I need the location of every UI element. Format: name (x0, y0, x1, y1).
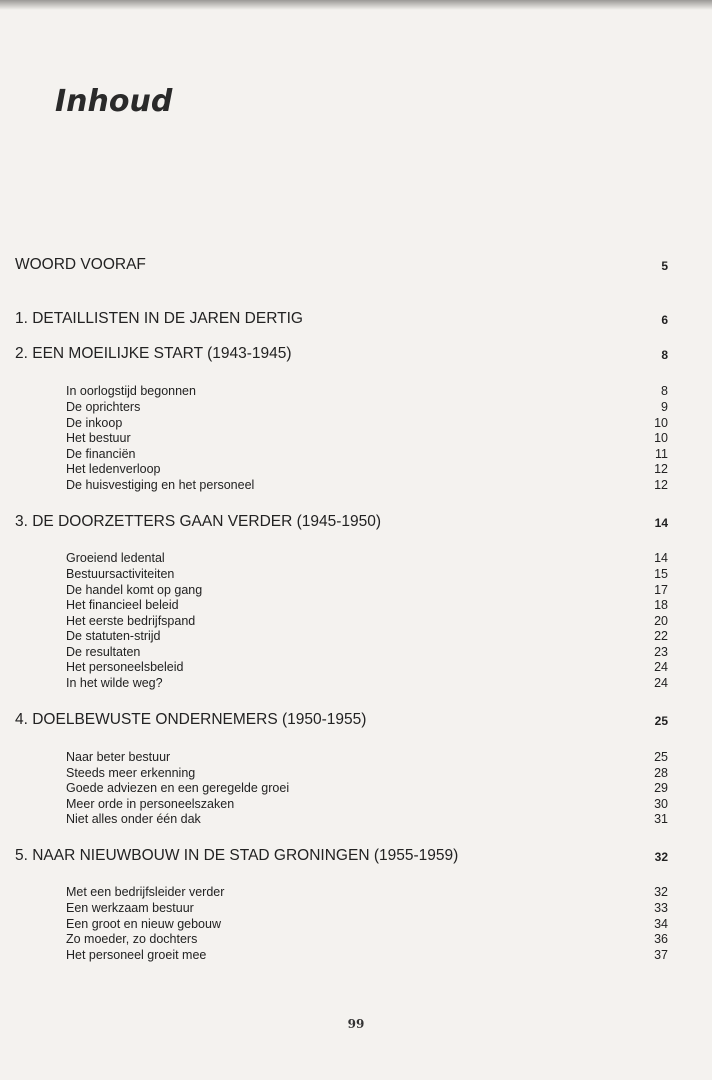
entry-title: Zo moeder, zo dochters (66, 932, 198, 946)
entry-page-number: 24 (654, 676, 668, 690)
entry-page-number: 29 (654, 781, 668, 795)
chapter-page-number: 5 (661, 259, 668, 273)
entry-title: Met een bedrijfsleider verder (66, 885, 225, 899)
entry-page-number: 31 (654, 812, 668, 826)
chapter-title: WOORD VOORAF (15, 256, 146, 273)
entry-title: Het eerste bedrijfspand (66, 614, 196, 628)
entry-title: In oorlogstijd begonnen (66, 384, 196, 398)
entry-title: Een groot en nieuw gebouw (66, 917, 221, 931)
entry-page-number: 12 (654, 478, 668, 492)
chapter-page-number: 25 (654, 714, 668, 728)
entry-title: Naar beter bestuur (66, 750, 171, 764)
page-title: Inhoud (55, 84, 173, 119)
entry-title: Bestuursactiviteiten (66, 567, 175, 581)
entry-title: Het financieel beleid (66, 598, 179, 612)
entry-page-number: 22 (654, 629, 668, 643)
entry-page-number: 12 (654, 462, 668, 476)
entry-title: Goede adviezen en een geregelde groei (66, 781, 290, 795)
entry-page-number: 33 (654, 901, 668, 915)
entry-page-number: 11 (655, 447, 668, 461)
entry-page-number: 28 (654, 766, 668, 780)
entry-title: Het ledenverloop (66, 462, 161, 476)
page-number-footer: 99 (347, 1017, 365, 1031)
entry-page-number: 20 (654, 614, 668, 628)
entry-title: Het personeelsbeleid (66, 660, 184, 674)
entry-page-number: 8 (661, 384, 668, 398)
entry-title: Groeiend ledental (66, 551, 165, 565)
entry-page-number: 9 (661, 400, 668, 414)
entry-title: Het bestuur (66, 431, 131, 445)
chapter-page-number: 14 (654, 516, 668, 530)
chapter-title: 1. DETAILLISTEN IN DE JAREN DERTIG (15, 310, 303, 327)
entry-title: Meer orde in personeelszaken (66, 797, 235, 811)
entry-page-number: 23 (654, 645, 668, 659)
entry-title: Niet alles onder één dak (66, 812, 201, 826)
entry-page-number: 15 (654, 567, 668, 581)
chapter-title: 3. DE DOORZETTERS GAAN VERDER (1945-1950) (15, 513, 382, 530)
entry-title: De inkoop (66, 416, 123, 430)
entry-title: De resultaten (66, 645, 141, 659)
entry-page-number: 24 (654, 660, 668, 674)
entry-title: Steeds meer erkenning (66, 766, 196, 780)
chapter-title: 5. NAAR NIEUWBOUW IN DE STAD GRONINGEN (1955-1959) (15, 847, 459, 864)
entry-title: De statuten-strijd (66, 629, 161, 643)
entry-page-number: 17 (654, 583, 668, 597)
entry-page-number: 30 (654, 797, 668, 811)
entry-page-number: 10 (654, 416, 668, 430)
entry-page-number: 14 (654, 551, 668, 565)
entry-page-number: 36 (654, 932, 668, 946)
entry-page-number: 10 (654, 431, 668, 445)
entry-title: Een werkzaam bestuur (66, 901, 194, 915)
entry-title: De handel komt op gang (66, 583, 203, 597)
entry-title: Het personeel groeit mee (66, 948, 207, 962)
entry-title: De oprichters (66, 400, 141, 414)
entry-page-number: 25 (654, 750, 668, 764)
entry-title: De huisvestiging en het personeel (66, 478, 255, 492)
chapter-title: 4. DOELBEWUSTE ONDERNEMERS (1950-1955) (15, 711, 367, 728)
entry-page-number: 34 (654, 917, 668, 931)
entry-title: In het wilde weg? (66, 676, 163, 690)
entry-page-number: 37 (654, 948, 668, 962)
chapter-title: 2. EEN MOEILIJKE START (1943-1945) (15, 345, 292, 362)
chapter-page-number: 8 (661, 348, 668, 362)
chapter-page-number: 32 (654, 850, 668, 864)
entry-page-number: 18 (654, 598, 668, 612)
entry-title: De financiën (66, 447, 136, 461)
chapter-page-number: 6 (661, 313, 668, 327)
entry-page-number: 32 (654, 885, 668, 899)
